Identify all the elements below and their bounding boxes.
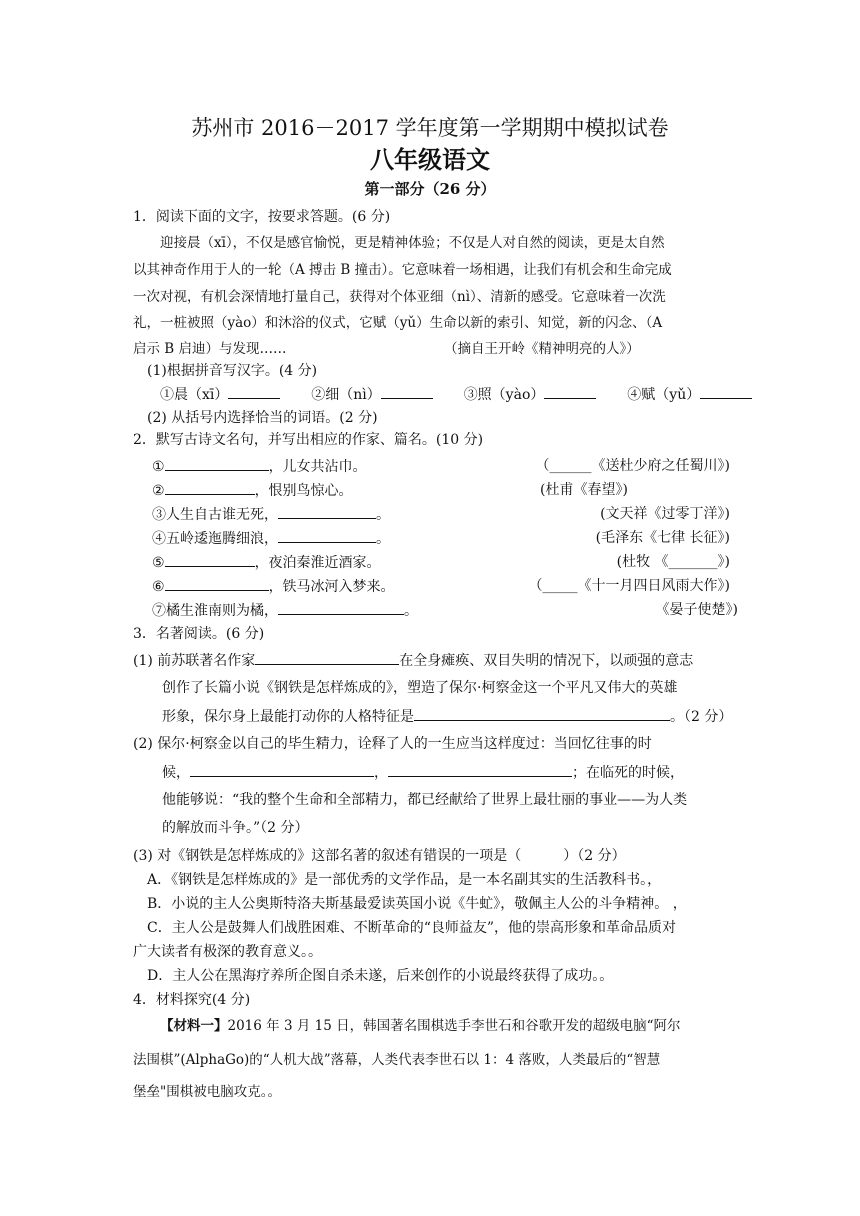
q1-blank-row	[160, 384, 752, 405]
q1-stem: 1．阅读下面的文字，按要求答题。(6 分)	[133, 209, 391, 225]
q2-item-source: (毛泽东《七律 长征》)	[595, 530, 730, 546]
q2-item-source: (文天祥《过零丁洋》)	[600, 506, 730, 522]
q2-item: ② ，恨别鸟惊心。	[152, 480, 353, 501]
q1-sub2: (2) 从括号内选择恰当的词语。(2 分)	[147, 410, 378, 426]
answer-blank[interactable]	[388, 762, 572, 777]
q3-option: D．主人公在黑海疗养所企图自杀未遂，后来创作的小说最终获得了成功。。	[147, 968, 614, 984]
q4-stem: 4．材料探究(4 分)	[133, 992, 251, 1008]
q3-p2d: 的解放而斗争。”（2 分）	[162, 820, 309, 836]
answer-blank[interactable]	[278, 504, 376, 519]
q1-source: （摘自王开岭《精神明亮的人》）	[444, 341, 640, 357]
q1-passage-line: 迎接晨（xī），不仅是感官愉悦，更是精神体验；不仅是人对自然的阅读，更是太自然	[160, 235, 665, 251]
answer-blank[interactable]	[278, 528, 376, 543]
answer-blank[interactable]	[700, 384, 752, 399]
q1-passage-line: 启示 B 启迪）与发现……	[133, 341, 287, 357]
q1-passage-line: 礼，一桩被照（yào）和沐浴的仪式，它赋（yǔ）生命以新的索引、知觉，新的闪念、（A	[133, 315, 663, 331]
q1-blank-label: ②细（nì）	[311, 387, 381, 403]
answer-blank[interactable]	[255, 650, 399, 665]
q3-option-cont: 广大读者有极深的教育意义。。	[133, 944, 322, 960]
q3-option: C．主人公是鼓舞人们战胜困难、不断革命的“良师益友”，他的崇高形象和革命品质对	[147, 920, 677, 936]
q2-item-source: (杜牧 《_______》)	[616, 554, 730, 570]
q2-item-source: （______《送杜少府之任蜀川》)	[535, 458, 730, 474]
q3-p3: (3) 对《钢铁是怎样炼成的》这部名著的叙述有错误的一项是（ ）（2 分）	[133, 848, 626, 864]
answer-blank[interactable]	[414, 706, 670, 721]
q3-p2: (2) 保尔·柯察金以自己的毕生精力，诠释了人的一生应当这样度过：当回忆往事的时	[133, 736, 652, 752]
q2-stem: 2．默写古诗文名句，并写出相应的作家、篇名。(10 分)	[133, 432, 484, 448]
q3-option: A．《钢铁是怎样炼成的》是一部优秀的文学作品，是一本名副其实的生活教科书。，	[147, 872, 662, 888]
q1-sub1: (1)根据拼音写汉字。(4 分)	[147, 363, 318, 379]
answer-blank[interactable]	[165, 480, 255, 495]
q3-p2c: 他能够说：“我的整个生命和全部精力，都已经献给了世界上最壮丽的事业——为人类	[162, 792, 688, 808]
q3-p2b: 候， ， ；在临死的时候，	[162, 762, 684, 783]
answer-blank[interactable]	[228, 384, 280, 399]
q3-option: B．小说的主人公奥斯特洛夫斯基最爱读英国小说《牛虻》，敬佩主人公的斗争精神。 ，	[147, 896, 687, 912]
part-heading: 第一部分（26 分）	[364, 180, 496, 198]
answer-blank[interactable]	[165, 552, 255, 567]
answer-blank[interactable]	[278, 600, 404, 615]
subject-title: 八年级语文	[370, 146, 490, 174]
q2-item: ⑦橘生淮南则为橘， 。	[152, 600, 418, 621]
q4-material1-line: 法围棋”(AlphaGo)的“人机大战”落幕，人类代表李世石以 1：4 落败，人类最后的“智慧	[133, 1052, 661, 1068]
material-label: 【材料一】	[160, 1018, 228, 1034]
q2-item: ⑤ ，夜泊秦淮近酒家。	[152, 552, 381, 573]
q2-item-source: （_____《十一月四日风雨大作》)	[528, 578, 730, 594]
q1-blank-label: ④赋（yǔ）	[627, 387, 701, 403]
q4-material1: 【材料一】2016 年 3 月 15 日，韩国著名围棋选手李世石和谷歌开发的超级电脑“阿尔	[160, 1018, 681, 1034]
q1-passage-line: 以其神奇作用于人的一轮（A 搏击 B 撞击）。它意味着一场相遇，让我们有机会和生命完成	[133, 262, 672, 278]
q1-blank-label: ③照（yào）	[463, 387, 545, 403]
q1-blank-label: ①晨（xī）	[160, 387, 229, 403]
q4-material1-line: 堡垒"围棋被电脑攻克。。	[133, 1084, 281, 1100]
q3-stem: 3．名著阅读。(6 分)	[133, 626, 265, 642]
q2-item-source: 《晏子使楚》)	[655, 602, 738, 618]
answer-blank[interactable]	[165, 576, 269, 591]
exam-title: 苏州市 2016－2017 学年度第一学期期中模拟试卷	[191, 116, 669, 140]
q2-item-source: (杜甫《春望》)	[540, 482, 628, 498]
answer-blank[interactable]	[190, 762, 374, 777]
answer-blank[interactable]	[381, 384, 433, 399]
q3-p1: (1) 前苏联著名作家 在全身瘫痪、双目失明的情况下，以顽强的意志	[133, 650, 693, 671]
answer-blank[interactable]	[544, 384, 596, 399]
q2-item: ⑥ ，铁马冰河入梦来。	[152, 576, 395, 597]
q2-item: ③人生自古谁无死， 。	[152, 504, 390, 525]
answer-blank[interactable]	[165, 456, 269, 471]
q1-passage-line: 一次对视，有机会深情地打量自己，获得对个体亚细（nì）、清新的感受。它意味着一次洗	[133, 289, 666, 305]
q3-p1b: 创作了长篇小说《钢铁是怎样炼成的》，塑造了保尔·柯察金这一个平凡又伟大的英雄	[162, 680, 678, 696]
q2-item: ① ，儿女共沾巾。	[152, 456, 367, 477]
q3-p1c: 形象，保尔身上最能打动你的人格特征是 。（2 分）	[162, 706, 732, 727]
q2-item: ④五岭逶迤腾细浪， 。	[152, 528, 390, 549]
